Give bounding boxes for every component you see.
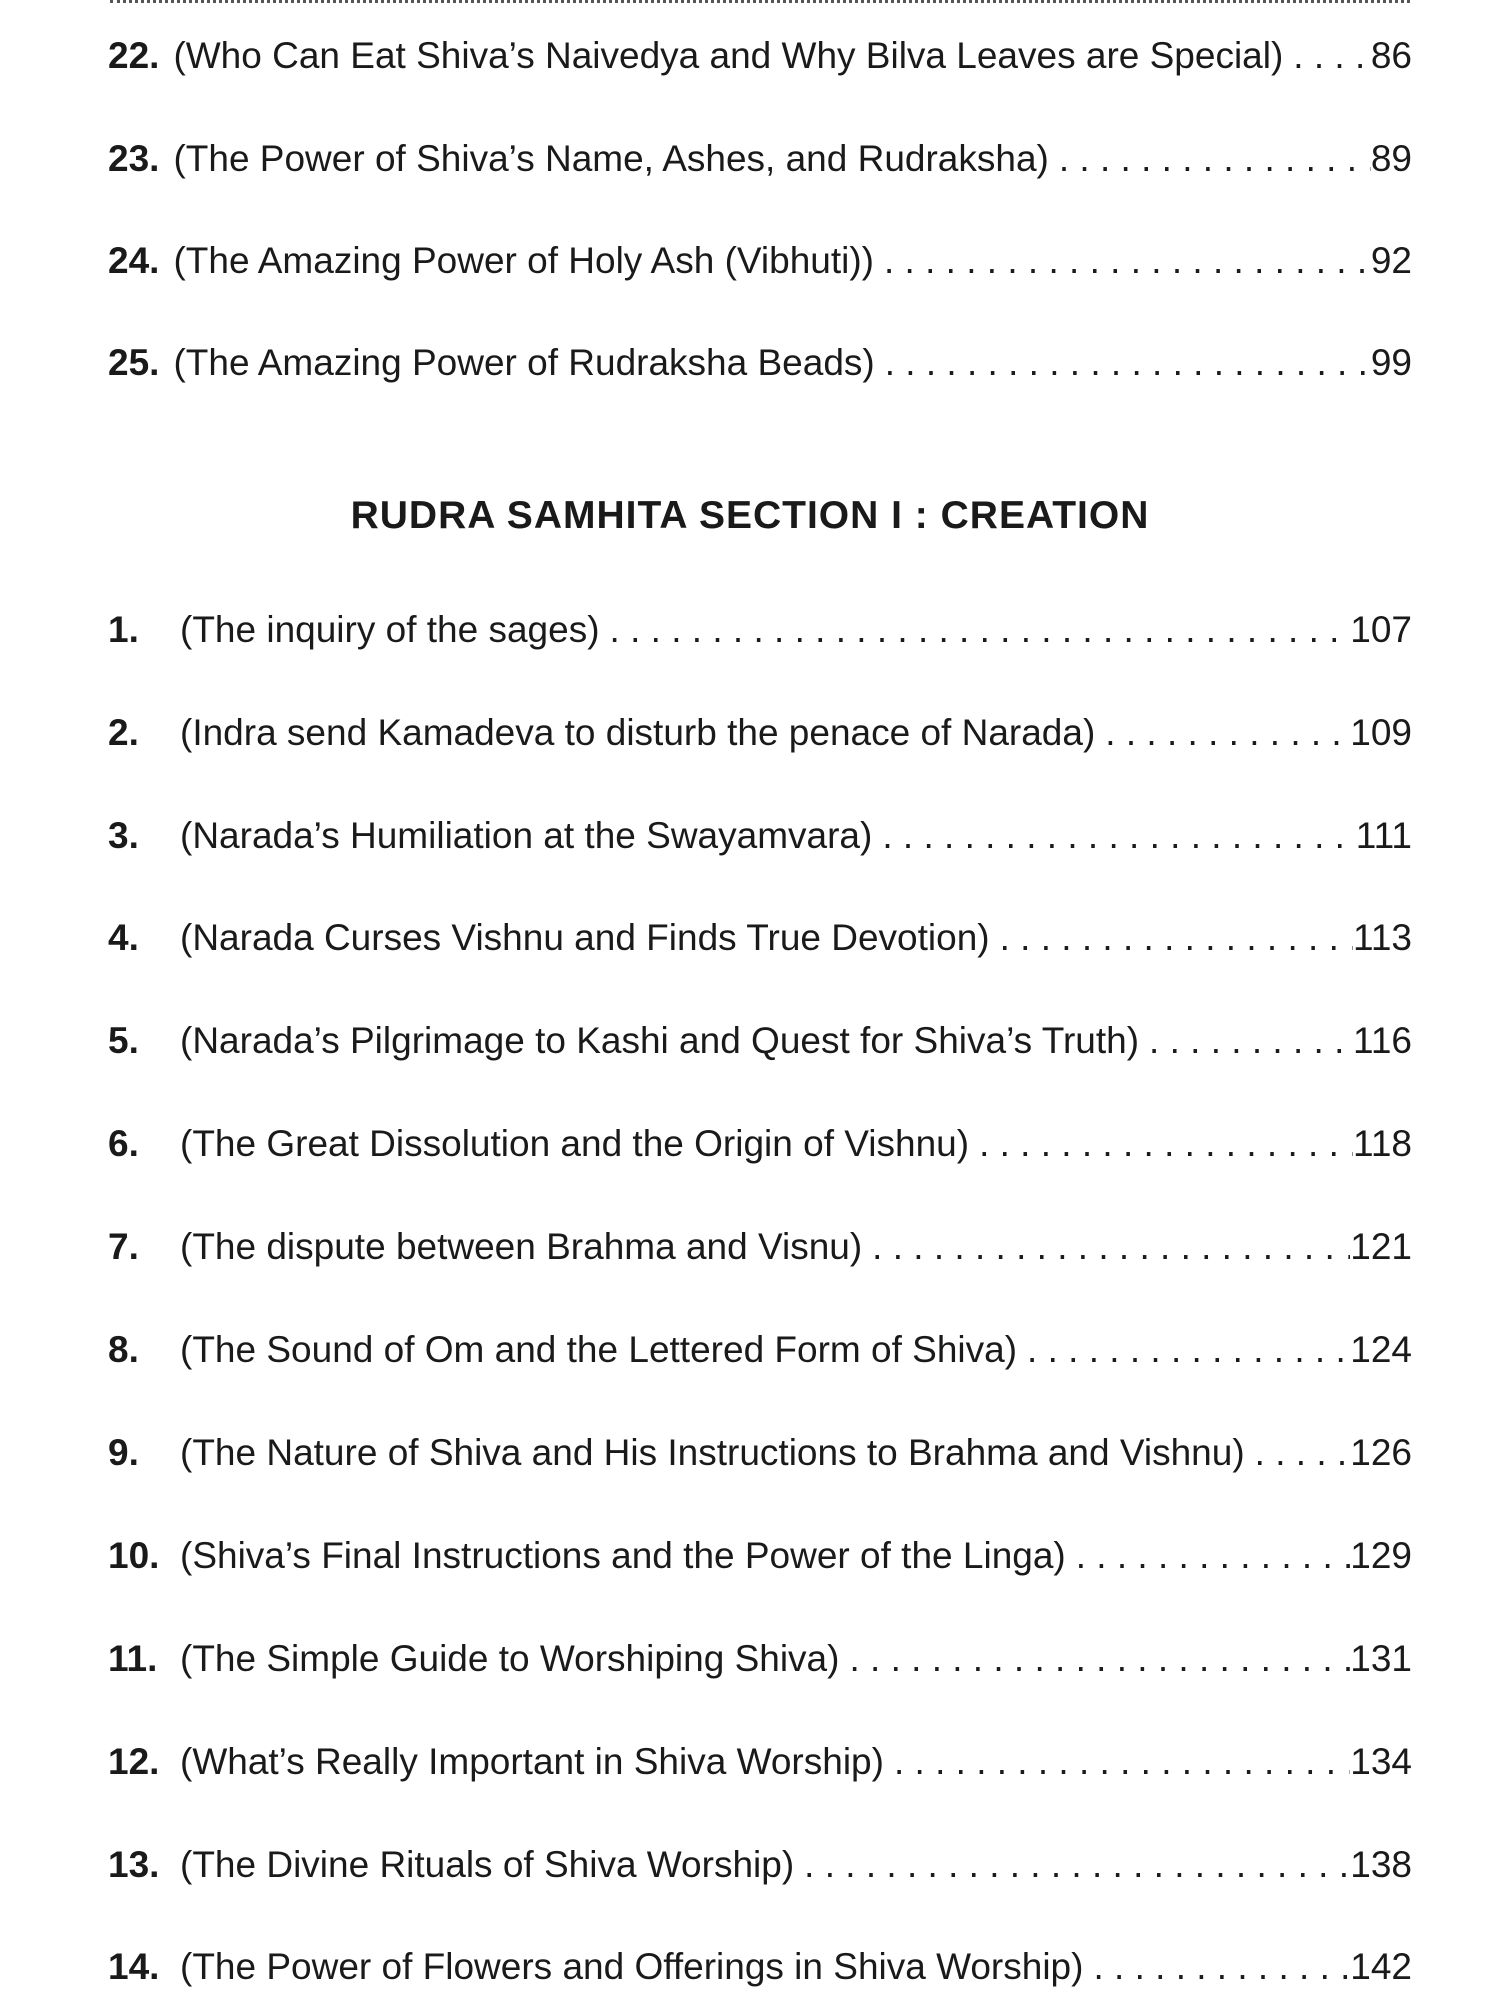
entry-title: (Narada’s Pilgrimage to Kashi and Quest for Shiva’s Truth) (180, 1020, 1140, 1061)
toc-entry (108, 1423, 1412, 1483)
toc-entry (108, 703, 1412, 763)
dot-leader (1283, 26, 1371, 86)
toc-entry (108, 600, 1412, 660)
entry-number: 7. (108, 1226, 139, 1267)
toc-entry (108, 1629, 1412, 1689)
entry-title: (Narada Curses Vishnu and Finds True Devotion) (180, 917, 990, 958)
dot-leader (990, 908, 1353, 968)
entry-number: 1. (108, 609, 139, 650)
entry-title: (The Nature of Shiva and His Instructions to Brahma and Vishnu) (180, 1432, 1245, 1473)
toc-entry (108, 1835, 1412, 1895)
toc-entry (108, 1320, 1412, 1380)
entry-page-number: 118 (1353, 1123, 1412, 1164)
entry-page-number: 142 (1350, 1946, 1412, 1987)
section-heading: RUDRA SAMHITA SECTION I : CREATION (350, 494, 1150, 537)
entry-title: (Shiva’s Final Instructions and the Power of the Linga) (180, 1535, 1066, 1576)
dot-leader (1066, 1526, 1351, 1586)
entry-title: (The Simple Guide to Worshiping Shiva) (180, 1638, 840, 1679)
toc-entry (108, 1114, 1412, 1174)
entry-title: (What’s Really Important in Shiva Worship) (180, 1741, 884, 1782)
dot-leader (1139, 1011, 1353, 1071)
entry-title: (The Amazing Power of Rudraksha Beads) (173, 342, 875, 383)
entry-number: 24. (108, 240, 160, 281)
toc-entry (108, 806, 1412, 866)
toc-entry (108, 1011, 1412, 1071)
dot-leader (875, 333, 1371, 393)
entry-number: 11. (108, 1638, 158, 1679)
entry-page-number: 124 (1350, 1329, 1412, 1370)
dot-leader (1245, 1423, 1351, 1483)
entry-number: 3. (108, 815, 139, 856)
entry-number: 25. (108, 342, 160, 383)
entry-number: 5. (108, 1020, 139, 1061)
dot-leader (969, 1114, 1353, 1174)
entry-page-number: 92 (1370, 240, 1412, 281)
toc-entry (108, 1937, 1412, 1997)
top-dotted-rule (110, 0, 1410, 3)
entry-number: 8. (108, 1329, 139, 1370)
dot-leader (872, 806, 1355, 866)
dot-leader (1083, 1937, 1350, 1997)
toc-entry (108, 908, 1412, 968)
entry-page-number: 134 (1350, 1741, 1412, 1782)
entry-page-number: 131 (1350, 1638, 1412, 1679)
dot-leader (600, 600, 1351, 660)
entry-number: 2. (108, 712, 139, 753)
entry-page-number: 99 (1370, 342, 1412, 383)
entry-page-number: 111 (1355, 815, 1412, 856)
entry-page-number: 109 (1350, 712, 1412, 753)
dot-leader (884, 1732, 1350, 1792)
toc-entry (108, 26, 1412, 86)
dot-leader (1017, 1320, 1350, 1380)
entry-title: (The Divine Rituals of Shiva Worship) (180, 1844, 795, 1885)
entry-title: (The inquiry of the sages) (180, 609, 600, 650)
entry-number: 4. (108, 917, 139, 958)
toc-entry (108, 1217, 1412, 1277)
entry-title: (Who Can Eat Shiva’s Naivedya and Why Bilva Leaves are Special) (173, 35, 1284, 76)
entry-number: 10. (108, 1535, 160, 1576)
entry-title: (The Amazing Power of Holy Ash (Vibhuti)) (173, 240, 874, 281)
entry-number: 23. (108, 138, 160, 179)
entry-page-number: 116 (1353, 1020, 1412, 1061)
entry-number: 9. (108, 1432, 139, 1473)
entry-number: 22. (108, 35, 160, 76)
entry-number: 14. (108, 1946, 160, 1987)
entry-page-number: 129 (1350, 1535, 1412, 1576)
entry-title: (Narada’s Humiliation at the Swayamvara) (180, 815, 873, 856)
entry-number: 12. (108, 1741, 160, 1782)
entry-page-number: 138 (1350, 1844, 1412, 1885)
dot-leader (1095, 703, 1350, 763)
entry-page-number: 121 (1350, 1226, 1412, 1267)
dot-leader (839, 1629, 1350, 1689)
entry-title: (The Power of Flowers and Offerings in Shiva Worship) (180, 1946, 1084, 1987)
entry-number: 6. (108, 1123, 139, 1164)
toc-entry (108, 1732, 1412, 1792)
entry-page-number: 107 (1350, 609, 1412, 650)
dot-leader (862, 1217, 1350, 1277)
entry-title: (The Great Dissolution and the Origin of Vishnu) (180, 1123, 970, 1164)
entry-title: (The dispute between Brahma and Visnu) (180, 1226, 863, 1267)
dot-leader (874, 231, 1371, 291)
entry-page-number: 113 (1353, 917, 1412, 958)
toc-entry (108, 333, 1412, 393)
entry-title: (The Power of Shiva’s Name, Ashes, and Rudraksha) (173, 138, 1049, 179)
toc-entry (108, 1526, 1412, 1586)
entry-page-number: 89 (1370, 138, 1412, 179)
entry-number: 13. (108, 1844, 160, 1885)
entry-page-number: 86 (1370, 35, 1412, 76)
dot-leader (794, 1835, 1350, 1895)
entry-page-number: 126 (1350, 1432, 1412, 1473)
entry-title: (The Sound of Om and the Lettered Form of Shiva) (180, 1329, 1018, 1370)
entry-title: (Indra send Kamadeva to disturb the penace of Narada) (180, 712, 1096, 753)
toc-entry (108, 231, 1412, 291)
toc-entry (108, 129, 1412, 189)
dot-leader (1049, 129, 1371, 189)
